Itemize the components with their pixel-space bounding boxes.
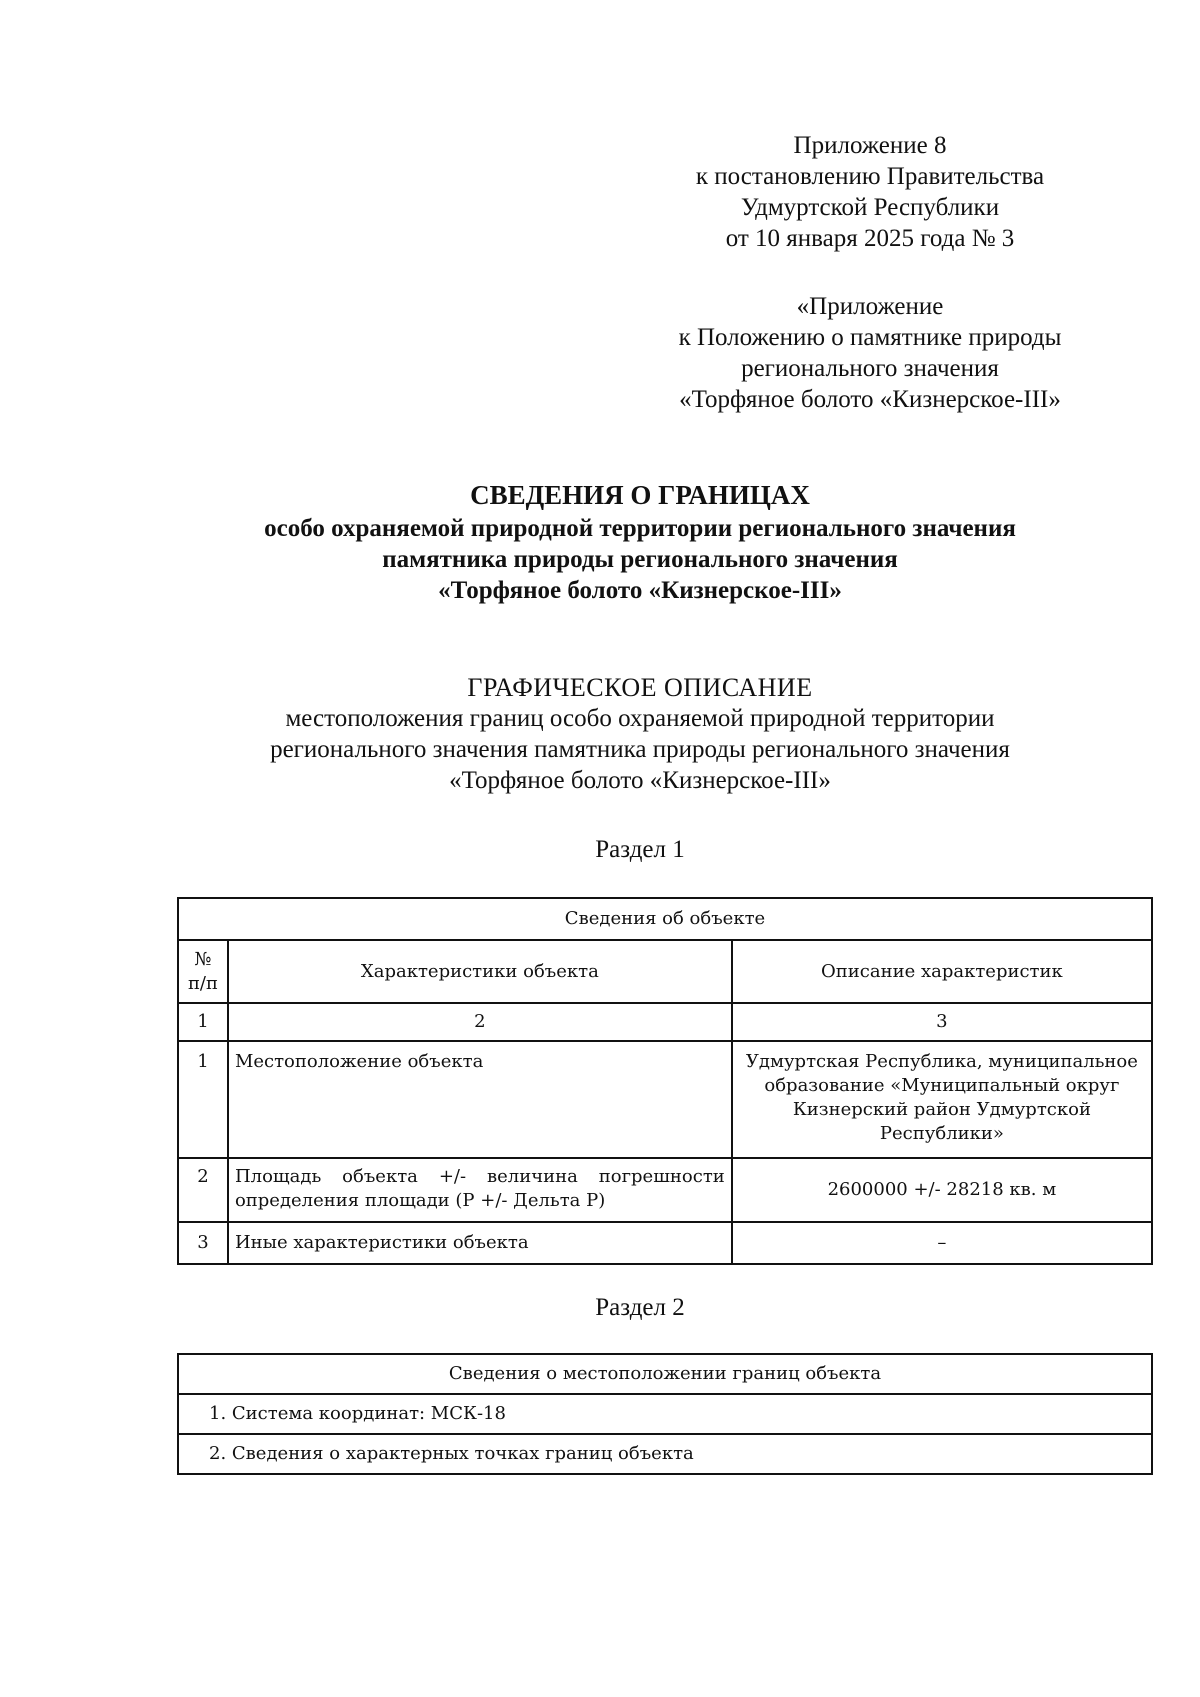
- column-number: 1: [178, 1003, 228, 1041]
- boundaries-heading: СВЕДЕНИЯ О ГРАНИЦАХ: [470, 480, 810, 510]
- column-number: 3: [732, 1003, 1152, 1041]
- regulation-appendix-header: [590, 291, 1150, 415]
- boundary-location-caption: Сведения о местоположении границ объекта: [178, 1354, 1152, 1394]
- object-info-table: [177, 897, 1153, 1265]
- table-header-row: [178, 940, 1152, 1003]
- boundaries-subtitle-1: особо охраняемой природной территории регионального значения: [264, 515, 1016, 542]
- column-number-row: [178, 1003, 1152, 1041]
- appendix-number: Приложение 8: [793, 132, 947, 159]
- object-info-caption: Сведения об объекте: [178, 898, 1152, 940]
- header-description: Описание характеристик: [732, 940, 1152, 1003]
- appendix-republic: Удмуртской Республики: [740, 194, 1000, 221]
- row-characteristic: Местоположение объекта: [228, 1041, 732, 1158]
- row-description: Удмуртская Республика, муниципальное образование «Муниципальный округ Кизнерский район Удмуртской Республики»: [732, 1041, 1152, 1158]
- row-characteristic: Площадь объекта +/- величина погрешности определения площади (P +/- Дельта P): [228, 1158, 732, 1222]
- graphic-description: [150, 672, 1130, 796]
- coordinate-system-row: 1. Система координат: МСК-18: [178, 1394, 1152, 1434]
- table-row: [178, 1222, 1152, 1264]
- header-num: № п/п: [178, 940, 228, 1003]
- row-num: 2: [178, 1158, 228, 1222]
- row-description: 2600000 +/- 28218 кв. м: [732, 1158, 1152, 1222]
- appendix-header: [590, 130, 1150, 254]
- regulation-appendix-label: «Приложение: [796, 293, 944, 320]
- section-2-title: Раздел 2: [595, 1294, 685, 1321]
- regulation-significance: регионального значения: [741, 355, 999, 382]
- list-item: [178, 1434, 1152, 1474]
- section-1-title: Раздел 1: [595, 836, 685, 863]
- table-row: [178, 1041, 1152, 1158]
- boundaries-subtitle-3: «Торфяное болото «Кизнерское-III»: [438, 577, 842, 604]
- appendix-date: от 10 января 2025 года № 3: [725, 225, 1015, 252]
- graphic-description-line-3: «Торфяное болото «Кизнерское-III»: [449, 767, 831, 794]
- row-description: –: [732, 1222, 1152, 1264]
- table-caption-row: [178, 1354, 1152, 1394]
- appendix-resolution-ref: к постановлению Правительства: [695, 163, 1045, 190]
- regulation-ref: к Положению о памятнике природы: [678, 324, 1062, 351]
- graphic-description-line-1: местоположения границ особо охраняемой природной территории: [285, 705, 995, 732]
- regulation-object-name: «Торфяное болото «Кизнерское-III»: [679, 386, 1061, 413]
- row-num: 3: [178, 1222, 228, 1264]
- table-row: [178, 1158, 1152, 1222]
- row-characteristic: Иные характеристики объекта: [228, 1222, 732, 1264]
- row-num: 1: [178, 1041, 228, 1158]
- graphic-description-line-2: регионального значения памятника природы регионального значения: [270, 736, 1010, 763]
- list-item: [178, 1394, 1152, 1434]
- boundary-location-table: [177, 1353, 1153, 1475]
- column-number: 2: [228, 1003, 732, 1041]
- table-caption-row: [178, 898, 1152, 940]
- boundaries-title: [150, 480, 1130, 606]
- graphic-description-heading: ГРАФИЧЕСКОЕ ОПИСАНИЕ: [467, 673, 813, 702]
- boundaries-subtitle-2: памятника природы регионального значения: [382, 546, 898, 573]
- header-characteristics: Характеристики объекта: [228, 940, 732, 1003]
- boundary-points-row: 2. Сведения о характерных точках границ объекта: [178, 1434, 1152, 1474]
